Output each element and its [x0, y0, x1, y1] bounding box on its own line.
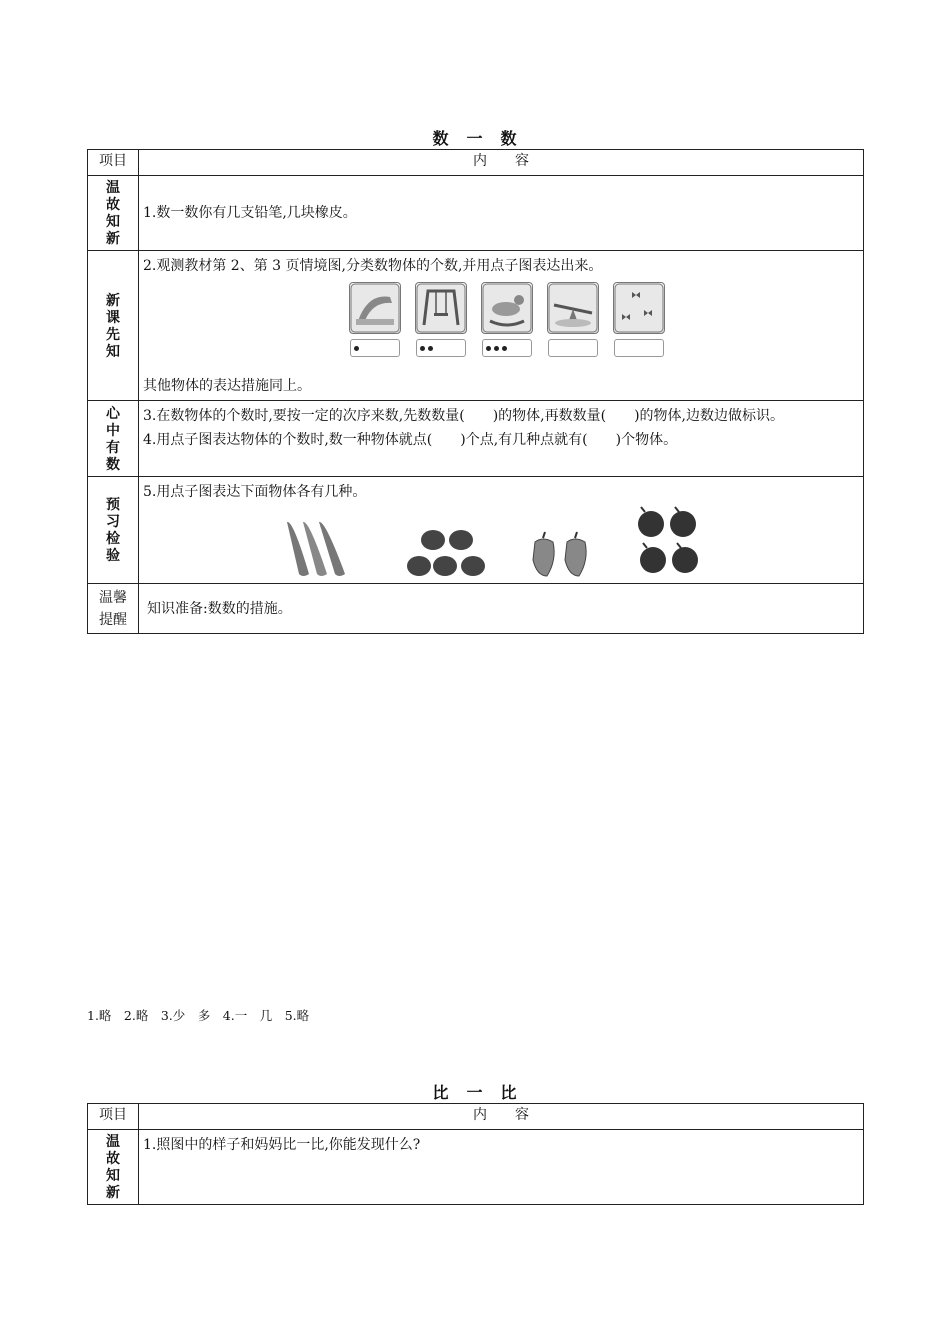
dot-box — [416, 339, 466, 357]
bean-pods-icon — [283, 518, 363, 580]
row-content — [139, 1130, 864, 1205]
table-row — [88, 477, 864, 584]
row-label: 新 课 先 知 — [88, 251, 139, 401]
row-content — [139, 477, 864, 584]
radishes-icon — [633, 506, 705, 580]
answer-key: 1.略 2.略 3.少 多 4.一 几 5.略 — [87, 1008, 310, 1023]
question-4: 4.用点子图表达物体的个数时,数一种物体就点( )个点,有几种点就有( )个物体。 — [143, 432, 678, 448]
row-content — [139, 176, 864, 251]
scene-item — [415, 282, 467, 357]
worksheet-title: 数 一 数 — [432, 129, 518, 148]
row-label: 预 习 检 验 — [88, 477, 139, 584]
worksheet-table — [87, 1103, 864, 1205]
table-row — [88, 584, 864, 634]
row-content — [139, 251, 864, 401]
row-content — [139, 584, 864, 634]
worksheet-table — [87, 149, 864, 634]
table-row — [88, 251, 864, 401]
butterfly-icon — [613, 282, 665, 334]
question-5: 5.用点子图表达下面物体各有几种。 — [143, 484, 367, 500]
question-1: 1.照图中的样子和妈妈比一比,你能发现什么? — [143, 1137, 421, 1153]
table-row — [88, 176, 864, 251]
dot-box — [614, 339, 664, 357]
note-text: 其他物体的表达措施同上。 — [143, 378, 311, 394]
scene-item — [349, 282, 401, 357]
question-2: 2.观测教材第 2、第 3 页情境图,分类数物体的个数,并用点子图表达出来。 — [143, 258, 603, 274]
dot-box — [350, 339, 400, 357]
tomatoes-icon — [403, 526, 489, 580]
question-3: 3.在数物体的个数时,要按一定的次序来数,先数数量( )的物体,再数数量( )的物体,边数边做标识。 — [143, 408, 785, 424]
question-1: 1.数一数你有几支铅笔,几块橡皮。 — [143, 205, 357, 221]
table-header-row — [88, 1104, 864, 1130]
scene-item — [481, 282, 533, 357]
object-pictures — [283, 504, 859, 580]
row-label: 温 故 知 新 — [88, 176, 139, 251]
header-item: 项目 — [88, 150, 139, 176]
scene-item — [547, 282, 599, 357]
scene-pictures — [349, 282, 859, 357]
slide-icon — [349, 282, 401, 334]
dot-box — [482, 339, 532, 357]
tip-text: 知识准备:数数的措施。 — [147, 600, 292, 617]
peppers-icon — [529, 530, 593, 580]
seesaw-icon — [547, 282, 599, 334]
dot-box — [548, 339, 598, 357]
swing-icon — [415, 282, 467, 334]
table-row — [88, 401, 864, 477]
row-label: 心 中 有 数 — [88, 401, 139, 477]
header-content: 内 容 — [139, 150, 864, 176]
worksheet-title: 比 一 比 — [432, 1083, 518, 1102]
table-header-row — [88, 150, 864, 176]
rocking-horse-icon — [481, 282, 533, 334]
header-item: 项目 — [88, 1104, 139, 1130]
row-content — [139, 401, 864, 477]
scene-item — [613, 282, 665, 357]
header-content: 内 容 — [139, 1104, 864, 1130]
row-label: 温 故 知 新 — [88, 1130, 139, 1205]
row-label: 温馨 提醒 — [88, 584, 139, 634]
table-row — [88, 1130, 864, 1205]
